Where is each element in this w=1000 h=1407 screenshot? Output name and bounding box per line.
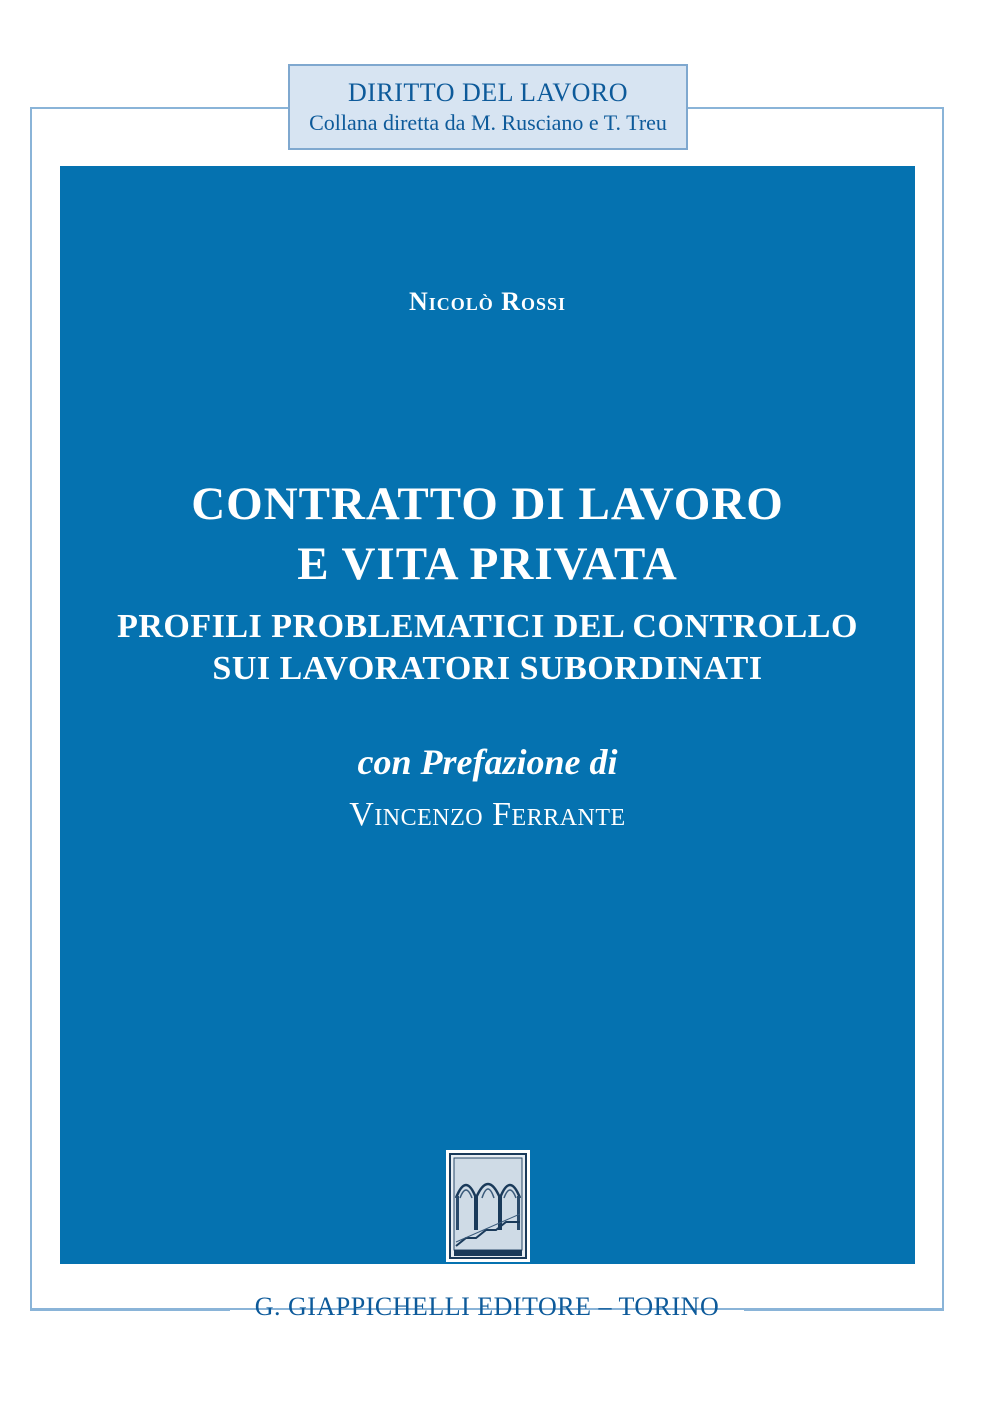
- subtitle-line-2: SUI LAVORATORI SUBORDINATI: [212, 650, 763, 687]
- preface-author: Vincenzo Ferrante: [349, 796, 626, 833]
- title-line-1: CONTRATTO DI LAVORO: [191, 478, 784, 530]
- book-title: [60, 474, 915, 594]
- preface-label: con Prefazione di: [357, 742, 618, 782]
- book-author: Nicolò Rossi: [408, 287, 567, 316]
- series-box: [288, 64, 688, 150]
- cover-panel: [60, 166, 915, 1264]
- publisher-logo-icon: [446, 1150, 530, 1262]
- title-line-2: E VITA PRIVATA: [297, 538, 678, 590]
- subtitle-line-1: PROFILI PROBLEMATICI DEL CONTROLLO: [117, 608, 858, 645]
- book-subtitle: [60, 606, 915, 690]
- publisher-name: G. GIAPPICHELLI EDITORE – TORINO: [254, 1292, 720, 1321]
- series-title: DIRITTO DEL LAVORO: [347, 78, 629, 107]
- series-editors: Collana diretta da M. Rusciano e T. Treu: [309, 110, 667, 135]
